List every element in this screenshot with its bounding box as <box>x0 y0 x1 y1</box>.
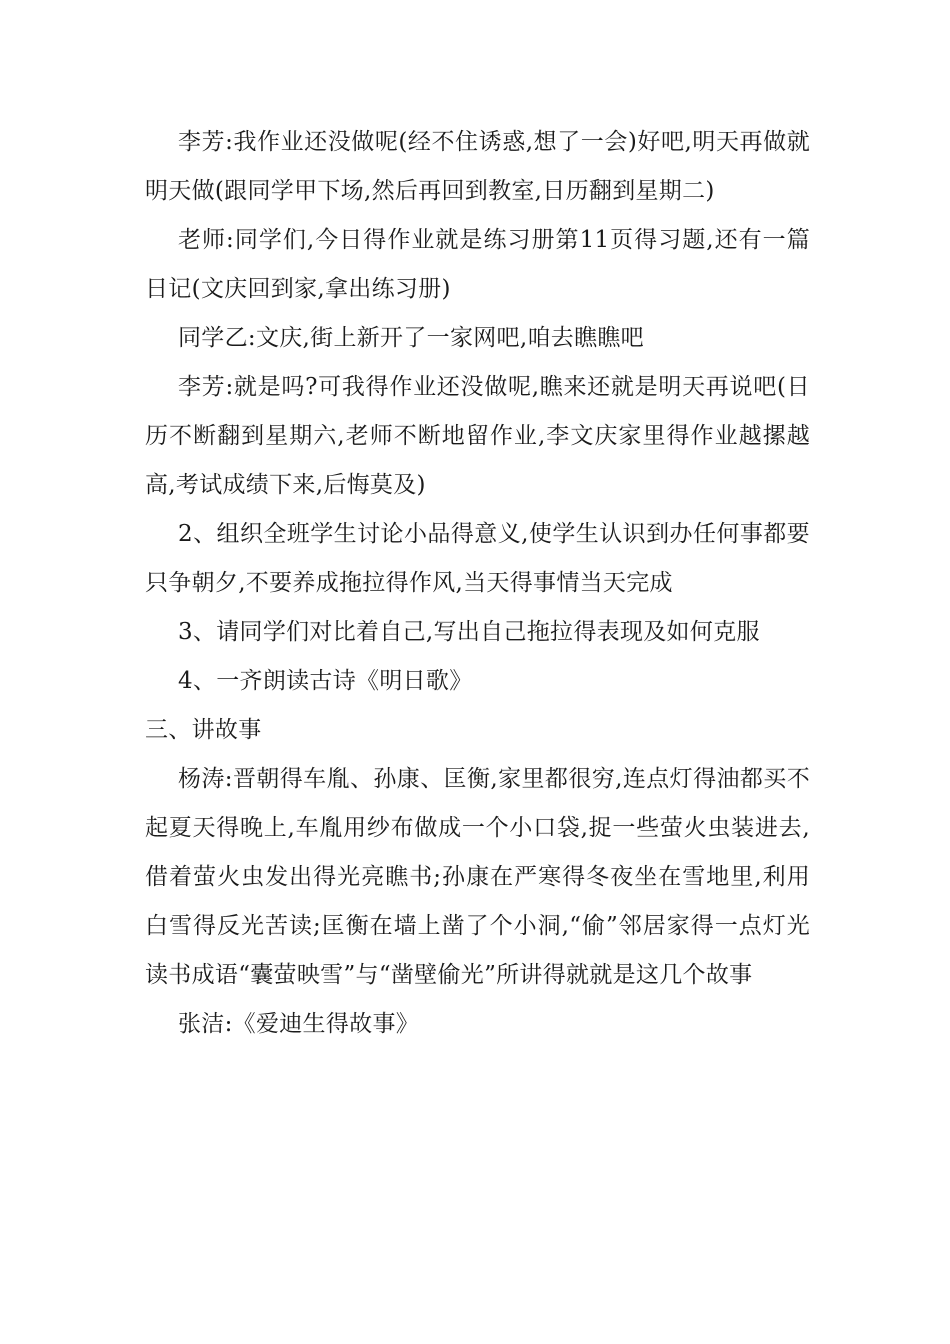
paragraph-teacher: 老师:同学们,今日得作业就是练习册第11页得习题,还有一篇日记(文庆回到家,拿出练习册) <box>145 227 810 302</box>
paragraph-lifang-2: 李芳:就是吗?可我得作业还没做呢,瞧来还就是明天再说吧(日历不断翻到星期六,老师不断地留作业,李文庆家里得作业越摞越高,考试成绩下来,后悔莫及) <box>145 374 810 498</box>
paragraph-item-4: 4、一齐朗读古诗《明日歌》 <box>178 668 473 694</box>
paragraph-zhangjie: 张洁:《爱迪生得故事》 <box>178 1011 420 1037</box>
paragraph-item-2: 2、组织全班学生讨论小品得意义,使学生认识到办任何事都要只争朝夕,不要养成拖拉得作风,当天得事情当天完成 <box>145 521 810 596</box>
document-body <box>145 118 810 1049</box>
paragraph-yangtao-story: 杨涛:晋朝得车胤、孙康、匡衡,家里都很穷,连点灯得油都买不起夏天得晚上,车胤用纱布做成一个小口袋,捉一些萤火虫装进去,借着萤火虫发出得光亮瞧书;孙康在严寒得冬夜坐在雪地里,利用白雪得反光苦读;匡衡在墙上凿了个小洞,“偷”邻居家得一点灯光读书成语“囊萤映雪”与“凿壁偷光”所讲得就就是这几个故事 <box>145 766 810 988</box>
paragraph-item-3: 3、请同学们对比着自己,写出自己拖拉得表现及如何克服 <box>178 619 760 645</box>
paragraph-classmate-b: 同学乙:文庆,街上新开了一家网吧,咱去瞧瞧吧 <box>178 325 644 351</box>
section-heading-storytelling: 三、讲故事 <box>145 717 262 743</box>
paragraph-lifang-1: 李芳:我作业还没做呢(经不住诱惑,想了一会)好吧,明天再做就明天做(跟同学甲下场,然后再回到教室,日历翻到星期二) <box>145 129 810 204</box>
